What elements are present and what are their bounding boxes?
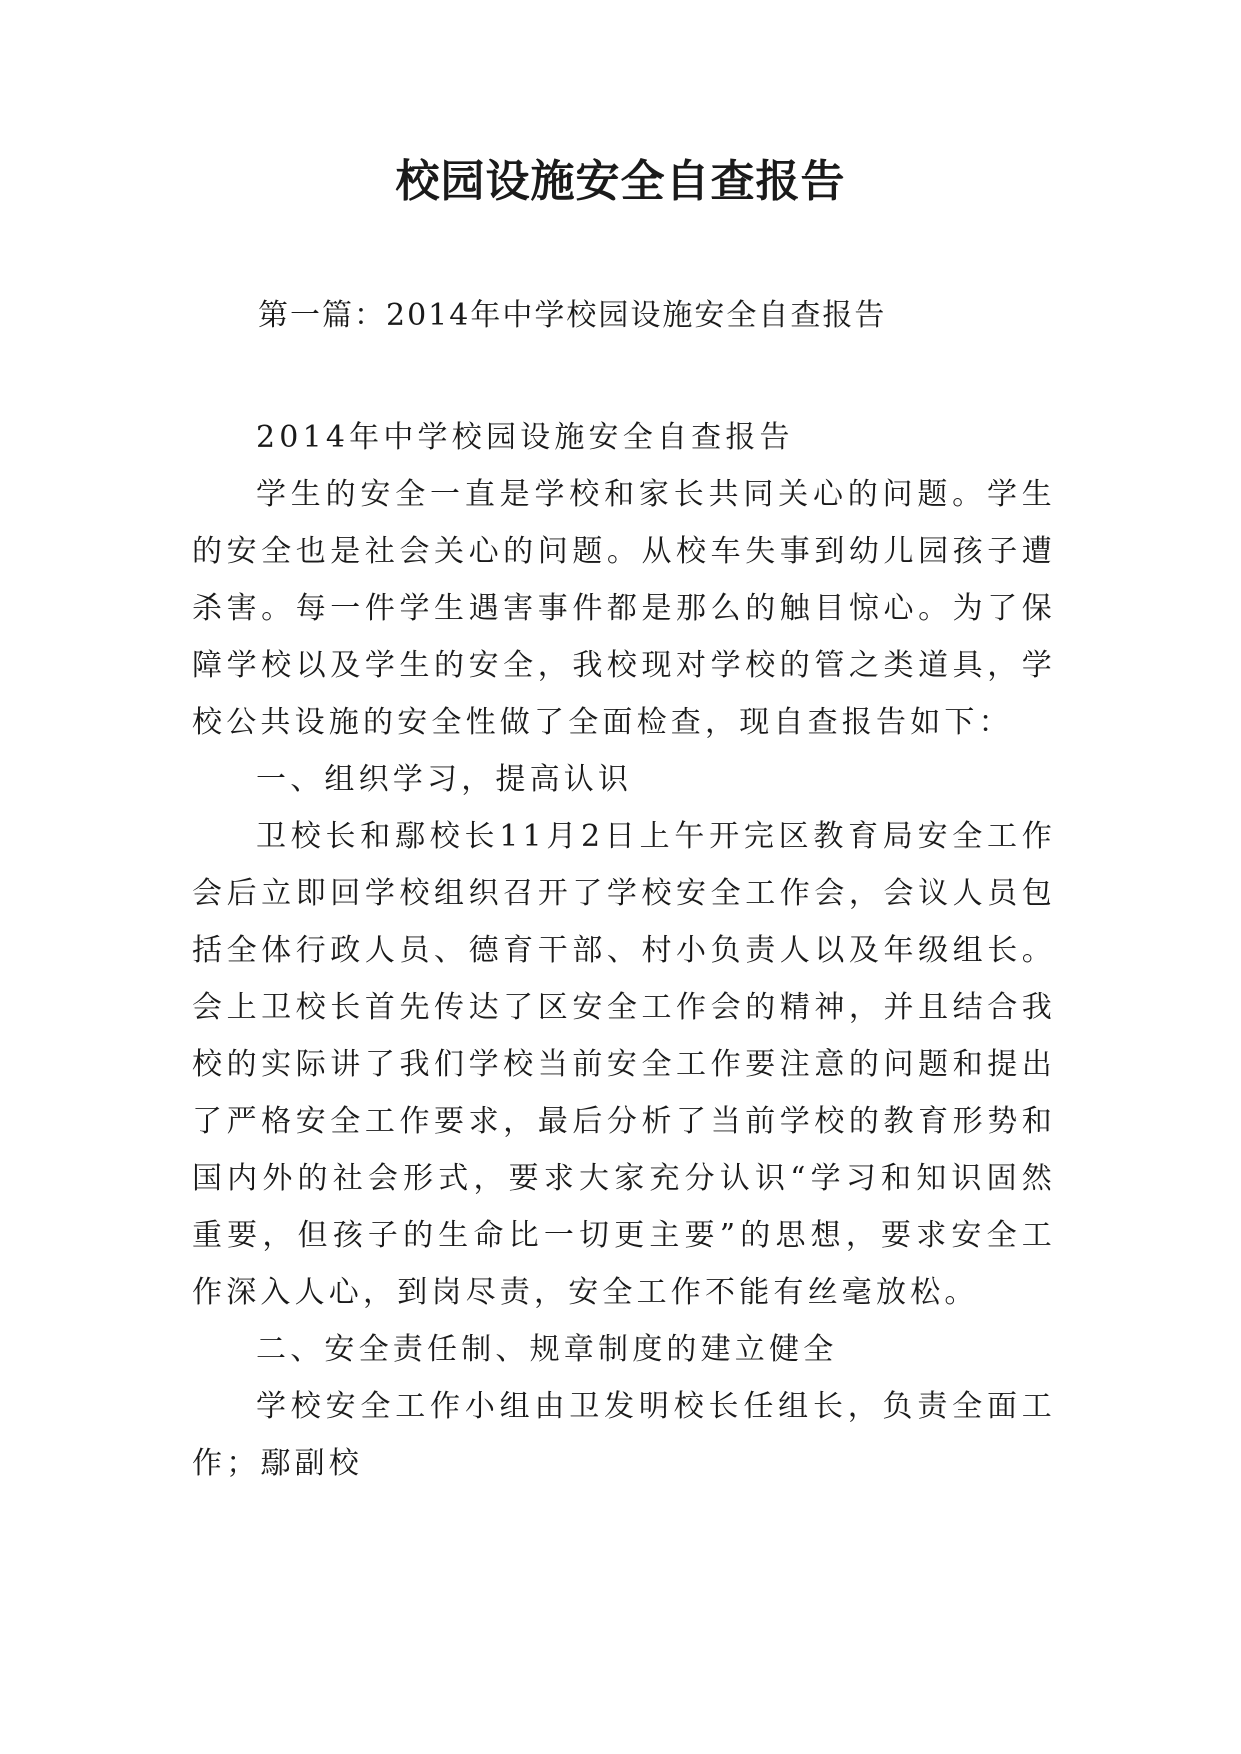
document-title: 校园设施安全自查报告	[395, 156, 846, 207]
section-heading-1: 一、组织学习，提高认识	[256, 762, 633, 797]
paragraph-heading: 2014年中学校园设施安全自查报告	[256, 420, 794, 455]
paragraph-intro: 学生的安全一直是学校和家长共同关心的问题。学生的安全也是社会关心的问题。从校车失事到幼儿园孩子遭杀害。每一件学生遇害事件都是那么的触目惊心。为了保障学校以及学生的安全，我校现对学校的管之类道具，学校公共设施的安全性做了全面检查，现自查报告如下：	[192, 477, 1056, 740]
paragraph-section-1: 卫校长和鄢校长11月2日上午开完区教育局安全工作会后立即回学校组织召开了学校安全工作会，会议人员包括全体行政人员、德育干部、村小负责人以及年级组长。会上卫校长首先传达了区安全工作会的精神，并且结合我校的实际讲了我们学校当前安全工作要注意的问题和提出了严格安全工作要求，最后分析了当前学校的教育形势和国内外的社会形式，要求大家充分认识“学习和知识固然重要，但孩子的生命比一切更主要”的思想，要求安全工作深入人心，到岗尽责，安全工作不能有丝毫放松。	[192, 819, 1056, 1310]
document-body	[192, 409, 1056, 1492]
document-subtitle: 第一篇：2014年中学校园设施安全自查报告	[258, 298, 887, 333]
section-heading-2: 二、安全责任制、规章制度的建立健全	[256, 1332, 838, 1367]
paragraph-section-2: 学校安全工作小组由卫发明校长任组长，负责全面工作；鄢副校	[192, 1389, 1056, 1481]
